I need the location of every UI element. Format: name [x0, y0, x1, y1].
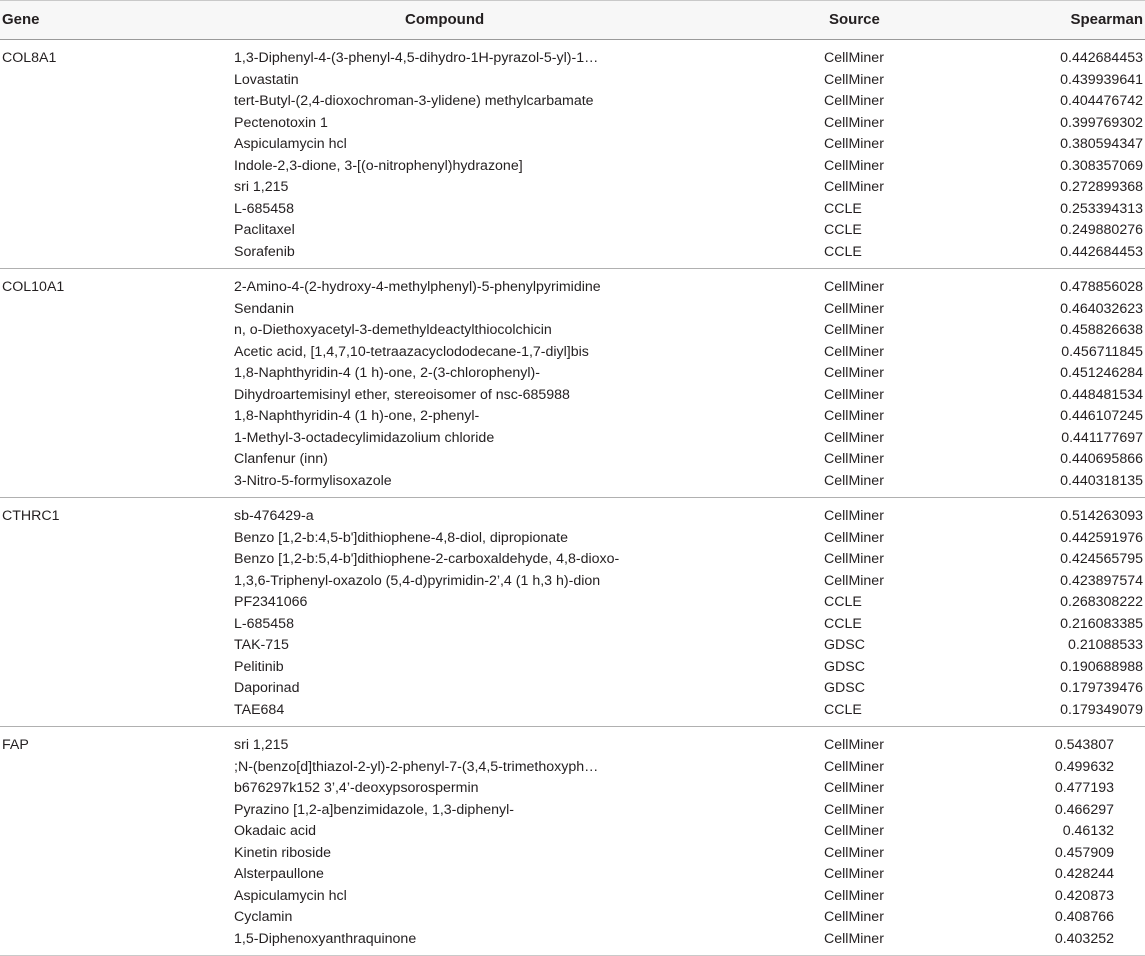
source-cell: CellMiner — [824, 179, 884, 195]
table-row — [0, 199, 1145, 221]
spearman-cell: 0.448481534 — [1060, 386, 1143, 403]
compound-cell: sri 1,215 — [234, 179, 289, 195]
table-row — [0, 342, 1145, 364]
table-row — [0, 735, 1145, 757]
source-cell: CellMiner — [824, 780, 884, 796]
source-cell: CCLE — [824, 615, 862, 632]
table-row — [0, 907, 1145, 929]
source-cell: CellMiner — [824, 386, 884, 403]
table-row — [0, 635, 1145, 657]
spearman-cell: 0.543807 — [1054, 737, 1114, 753]
spearman-cell: 0.380594347 — [1060, 136, 1143, 152]
source-cell: CellMiner — [824, 529, 884, 546]
spearman-cell: 0.21088533 — [1068, 637, 1143, 653]
compound-cell: Dihydroartemisinyl ether, stereoisomer of nsc-685988 — [234, 386, 570, 403]
compound-cell: 3-Nitro-5-formylisoxazole — [234, 472, 392, 489]
spearman-cell: 0.420873 — [1054, 887, 1114, 904]
table-row — [0, 449, 1145, 471]
source-cell: CellMiner — [824, 365, 884, 381]
compound-cell: 1,8-Naphthyridin-4 (1 h)-one, 2-phenyl- — [234, 408, 480, 424]
table-row — [0, 277, 1145, 299]
table-row — [0, 571, 1145, 593]
compound-cell: TAK-715 — [234, 637, 289, 653]
source-cell: CellMiner — [824, 472, 884, 489]
source-cell: CellMiner — [824, 50, 884, 66]
spearman-cell: 0.403252 — [1054, 930, 1114, 947]
gene-group — [0, 727, 1145, 956]
table-row — [0, 299, 1145, 321]
spearman-cell: 0.440318135 — [1060, 472, 1143, 489]
gene-cell: COL10A1 — [2, 279, 65, 295]
table-row — [0, 843, 1145, 865]
compound-cell: sri 1,215 — [234, 737, 289, 753]
compound-cell: 1,5-Diphenoxyanthraquinone — [234, 930, 417, 947]
spearman-cell: 0.179739476 — [1060, 680, 1143, 696]
source-cell: CellMiner — [824, 279, 884, 295]
table-row — [0, 91, 1145, 113]
spearman-cell: 0.253394313 — [1060, 200, 1143, 217]
table-row — [0, 549, 1145, 571]
compound-cell: ;N-(benzo[d]thiazol-2-yl)-2-phenyl-7-(3,4,5-trimethoxyph… — [234, 758, 599, 775]
source-cell: CellMiner — [824, 758, 884, 775]
source-cell: CellMiner — [824, 429, 884, 446]
source-cell: CellMiner — [824, 408, 884, 424]
spearman-cell: 0.216083385 — [1060, 615, 1143, 632]
gene-group — [0, 498, 1145, 727]
source-cell: GDSC — [824, 658, 865, 675]
gene-group — [0, 269, 1145, 498]
table-row — [0, 592, 1145, 614]
compound-cell: Indole-2,3-dione, 3-[(o-nitrophenyl)hydrazone] — [234, 157, 523, 174]
compound-cell: PF2341066 — [234, 594, 308, 610]
compound-cell: Pyrazino [1,2-a]benzimidazole, 1,3-diphenyl- — [234, 801, 514, 818]
source-cell: CellMiner — [824, 887, 884, 904]
source-cell: CellMiner — [824, 909, 884, 925]
source-cell: CellMiner — [824, 322, 884, 338]
compound-cell: Daporinad — [234, 680, 300, 696]
spearman-cell: 0.272899368 — [1060, 179, 1143, 195]
table-row — [0, 113, 1145, 135]
spearman-cell: 0.179349079 — [1060, 701, 1143, 718]
spearman-cell: 0.478856028 — [1060, 279, 1143, 295]
source-cell: CCLE — [824, 243, 862, 260]
table-header-row — [0, 0, 1145, 40]
spearman-cell: 0.457909 — [1054, 844, 1114, 861]
compound-cell: Pelitinib — [234, 658, 284, 675]
compound-cell: Cyclamin — [234, 909, 293, 925]
compound-cell: 1-Methyl-3-octadecylimidazolium chloride — [234, 429, 495, 446]
compound-cell: 1,3-Diphenyl-4-(3-phenyl-4,5-dihydro-1H-pyrazol-5-yl)-1… — [234, 50, 599, 66]
spearman-cell: 0.249880276 — [1060, 222, 1143, 238]
compound-cell: L-685458 — [234, 615, 294, 632]
compound-cell: Sorafenib — [234, 243, 295, 260]
spearman-cell: 0.268308222 — [1060, 594, 1143, 610]
compound-cell: TAE684 — [234, 701, 285, 718]
source-cell: CellMiner — [824, 508, 884, 524]
table-row — [0, 48, 1145, 70]
source-cell: CellMiner — [824, 136, 884, 152]
source-cell: CellMiner — [824, 572, 884, 589]
spearman-cell: 0.441177697 — [1061, 429, 1143, 446]
source-cell: CellMiner — [824, 844, 884, 861]
source-cell: CellMiner — [824, 343, 884, 360]
compound-cell: Okadaic acid — [234, 823, 317, 839]
compound-cell: Lovastatin — [234, 71, 299, 88]
spearman-cell: 0.46132 — [1062, 823, 1114, 839]
compound-cell: n, o-Diethoxyacetyl-3-demethyldeactylthiocolchicin — [234, 322, 552, 338]
table-row — [0, 614, 1145, 636]
table-row — [0, 778, 1145, 800]
gene-cell: CTHRC1 — [2, 508, 60, 524]
table-row — [0, 177, 1145, 199]
table-row — [0, 242, 1145, 264]
table-row — [0, 156, 1145, 178]
source-cell: GDSC — [824, 680, 865, 696]
table-row — [0, 134, 1145, 156]
table-body — [0, 40, 1145, 956]
table-row — [0, 757, 1145, 779]
spearman-cell: 0.499632 — [1054, 758, 1114, 775]
spearman-cell: 0.423897574 — [1060, 572, 1143, 589]
source-cell: CellMiner — [824, 114, 884, 131]
compound-cell: b676297k152 3’,4’-deoxypsorospermin — [234, 780, 479, 796]
source-cell: CellMiner — [824, 157, 884, 174]
source-cell: CellMiner — [824, 866, 884, 882]
header-spearman: Spearman — [1070, 11, 1143, 28]
compound-cell: Benzo [1,2-b:5,4-b']dithiophene-2-carboxaldehyde, 4,8-dioxo- — [234, 551, 620, 567]
spearman-cell: 0.466297 — [1054, 801, 1114, 818]
source-cell: CellMiner — [824, 451, 884, 467]
compound-cell: Paclitaxel — [234, 222, 295, 238]
spearman-cell: 0.190688988 — [1060, 658, 1143, 675]
compound-cell: Aspiculamycin hcl — [234, 887, 347, 904]
table-row — [0, 428, 1145, 450]
spearman-cell: 0.424565795 — [1060, 551, 1143, 567]
compound-cell: Pectenotoxin 1 — [234, 114, 328, 131]
spearman-cell: 0.440695866 — [1060, 451, 1143, 467]
header-source: Source — [829, 11, 880, 28]
source-cell: CellMiner — [824, 300, 884, 317]
compound-cell: Alsterpaullone — [234, 866, 324, 882]
table-row — [0, 506, 1145, 528]
header-compound: Compound — [405, 11, 485, 28]
table-row — [0, 528, 1145, 550]
compound-cell: Clanfenur (inn) — [234, 451, 328, 467]
spearman-cell: 0.464032623 — [1060, 300, 1143, 317]
table-row — [0, 821, 1145, 843]
source-cell: CellMiner — [824, 93, 884, 109]
gene-cell: COL8A1 — [2, 50, 57, 66]
compound-cell: 1,3,6-Triphenyl-oxazolo (5,4-d)pyrimidin-2’,4 (1 h,3 h)-dion — [234, 572, 601, 589]
spearman-cell: 0.442591976 — [1060, 529, 1143, 546]
spearman-cell: 0.408766 — [1054, 909, 1114, 925]
table-row — [0, 700, 1145, 722]
spearman-cell: 0.442684453 — [1060, 50, 1143, 66]
compound-cell: tert-Butyl-(2,4-dioxochroman-3-ylidene) methylcarbamate — [234, 93, 594, 109]
source-cell: CellMiner — [824, 71, 884, 88]
spearman-cell: 0.442684453 — [1060, 243, 1143, 260]
compound-cell: 1,8-Naphthyridin-4 (1 h)-one, 2-(3-chlorophenyl)- — [234, 365, 540, 381]
source-cell: CellMiner — [824, 801, 884, 818]
compound-cell: Aspiculamycin hcl — [234, 136, 347, 152]
compound-cell: Benzo [1,2-b:4,5-b']dithiophene-4,8-diol, dipropionate — [234, 529, 568, 546]
compound-cell: sb-476429-a — [234, 508, 314, 524]
header-gene: Gene — [2, 11, 40, 28]
compound-cell: Kinetin riboside — [234, 844, 332, 861]
source-cell: CCLE — [824, 200, 862, 217]
source-cell: CCLE — [824, 594, 862, 610]
gene-cell: FAP — [2, 737, 29, 753]
table-row — [0, 886, 1145, 908]
source-cell: GDSC — [824, 637, 865, 653]
table-row — [0, 385, 1145, 407]
spearman-cell: 0.446107245 — [1060, 408, 1143, 424]
source-cell: CellMiner — [824, 551, 884, 567]
source-cell: CellMiner — [824, 930, 884, 947]
spearman-cell: 0.308357069 — [1060, 157, 1143, 174]
gene-group — [0, 40, 1145, 269]
table-row — [0, 471, 1145, 493]
table-row — [0, 657, 1145, 679]
spearman-cell: 0.439939641 — [1060, 71, 1143, 88]
source-cell: CellMiner — [824, 823, 884, 839]
compound-cell: 2-Amino-4-(2-hydroxy-4-methylphenyl)-5-phenylpyrimidine — [234, 279, 601, 295]
table-row — [0, 800, 1145, 822]
table-row — [0, 406, 1145, 428]
spearman-cell: 0.458826638 — [1060, 322, 1143, 338]
spearman-cell: 0.428244 — [1054, 866, 1114, 882]
source-cell: CCLE — [824, 701, 862, 718]
table-row — [0, 220, 1145, 242]
source-cell: CCLE — [824, 222, 862, 238]
spearman-cell: 0.451246284 — [1060, 365, 1143, 381]
table-row — [0, 864, 1145, 886]
table-row — [0, 678, 1145, 700]
compound-cell: Acetic acid, [1,4,7,10-tetraazacyclododecane-1,7-diyl]bis — [234, 343, 589, 360]
spearman-cell: 0.477193 — [1054, 780, 1114, 796]
compound-cell: L-685458 — [234, 200, 294, 217]
table-row — [0, 70, 1145, 92]
compound-cell: Sendanin — [234, 300, 294, 317]
table-row — [0, 320, 1145, 342]
spearman-cell: 0.399769302 — [1060, 114, 1143, 131]
spearman-cell: 0.456711845 — [1061, 343, 1143, 360]
table-row — [0, 363, 1145, 385]
source-cell: CellMiner — [824, 737, 884, 753]
spearman-cell: 0.404476742 — [1060, 93, 1143, 109]
spearman-cell: 0.514263093 — [1060, 508, 1143, 524]
